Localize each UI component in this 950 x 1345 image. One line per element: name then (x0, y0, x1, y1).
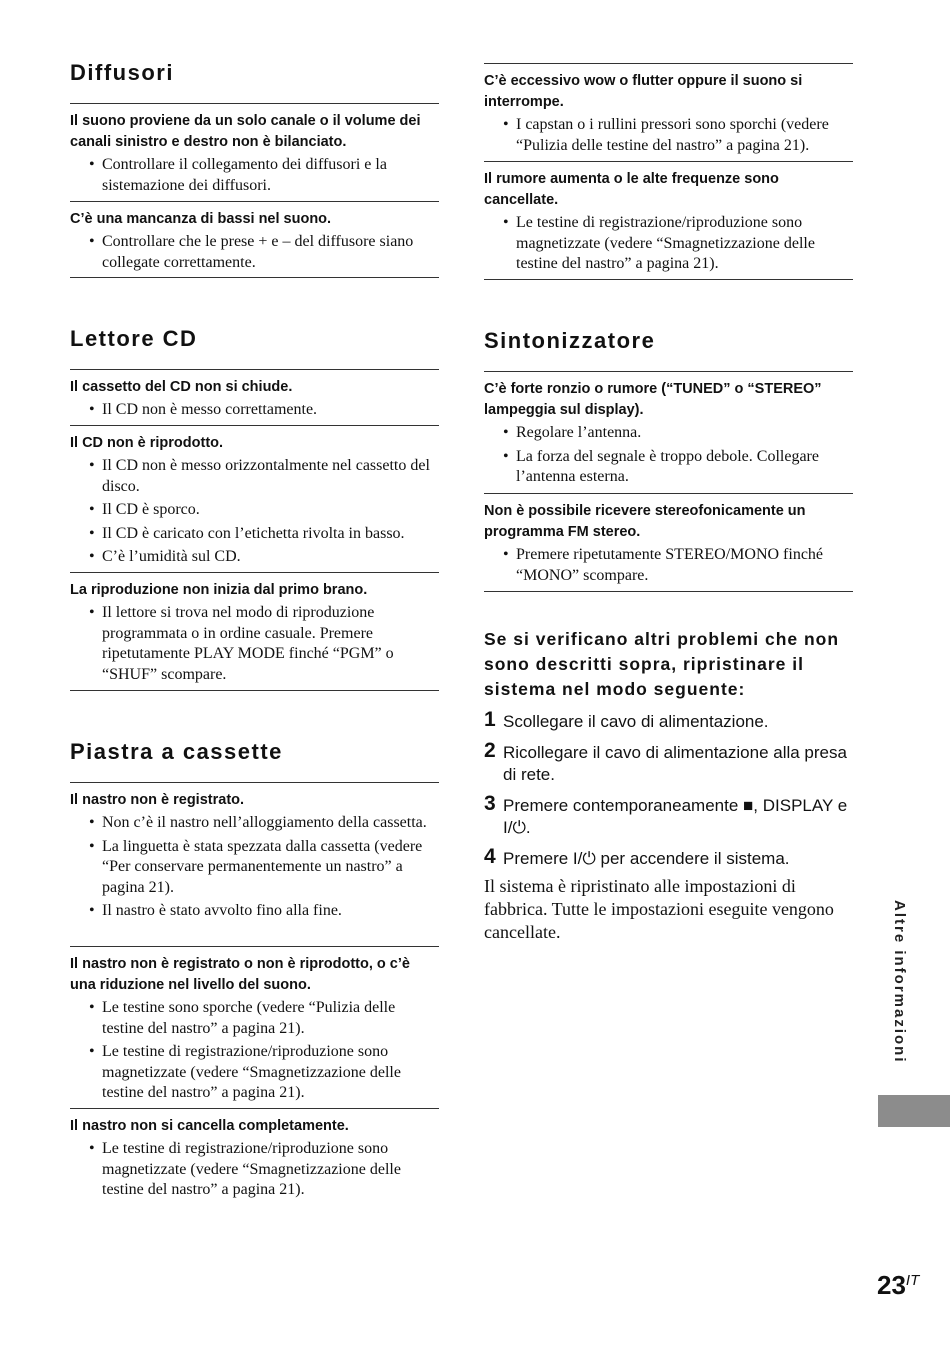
faq-block (70, 201, 439, 278)
faq-question: Il CD non è riprodotto. (70, 435, 224, 451)
faq-block (484, 63, 853, 162)
reset-closing: Il sistema è ripristinato alle impostazioni di fabbrica. Tutte le impostazioni eseguite vengono cancellate. (484, 876, 834, 942)
faq-bullet: • Non c’è il nastro nell’alloggiamento della cassetta. (89, 814, 427, 831)
faq-block (484, 371, 853, 494)
page-suffix: IT (905, 1272, 920, 1289)
faq-block (70, 572, 439, 691)
reset-heading: Se si verificano altri problemi che non sono descritti sopra, ripristinare il sistema nel modo seguente: (484, 629, 840, 699)
faq-bullet: • Regolare l’antenna. (503, 424, 642, 441)
faq-bullet: • Il nastro è stato avvolto fino alla fine. (89, 902, 342, 919)
faq-bullet: • Le testine di registrazione/riproduzione sono magnetizzate (vedere “Smagnetizzazione delle testine del nastro” a pagina 21). (89, 1140, 401, 1198)
faq-block (70, 103, 439, 202)
faq-question: Il suono proviene da un solo canale o il volume dei canali sinistro e destro non è bilanciato. (70, 113, 421, 150)
page-number: $23^{IT}$ (877, 1270, 920, 1300)
faq-bullet: • Il CD non è messo orizzontalmente nel cassetto del disco. (89, 457, 430, 495)
faq-question: C’è forte ronzio o rumore (“TUNED” o “STEREO” lampeggia sul display). (484, 381, 822, 418)
faq-bullet: • Premere ripetutamente STEREO/MONO finché “MONO” scompare. (503, 546, 824, 584)
faq-bullet: • La forza del segnale è troppo debole. Collegare l’antenna esterna. (503, 447, 819, 485)
faq-question: C’è eccessivo wow o flutter oppure il suono si interrompe. (484, 73, 803, 110)
section-title-lettore-cd: Lettore CD (70, 326, 198, 351)
faq-bullet: • Il CD è caricato con l’etichetta rivolta in basso. (89, 524, 405, 542)
faq-question: Il nastro non si cancella completamente. (70, 1118, 349, 1134)
reset-step: 2 Ricollegare il cavo di alimentazione alla presa di rete. (484, 739, 847, 784)
reset-step: 4 Premere I/⏻ per accendere il sistema. (484, 845, 790, 868)
faq-question: La riproduzione non inizia dal primo brano. (70, 582, 368, 598)
faq-bullet: • La linguetta è stata spezzata dalla cassetta (vedere “Per conservare permanentemente un nastro” a pagina 21). (89, 837, 423, 896)
faq-block (70, 1108, 439, 1208)
reset-steps (484, 708, 853, 944)
faq-question: Il rumore aumenta o le alte frequenze sono cancellate. (484, 171, 779, 208)
faq-block (484, 161, 853, 280)
faq-question: Il cassetto del CD non si chiude. (70, 379, 293, 395)
faq-block (70, 369, 439, 426)
faq-question: Il nastro non è registrato o non è riprodotto, o c’è una riduzione nel livello del suono. (70, 956, 410, 993)
faq-bullet: • Il CD non è messo correttamente. (89, 401, 318, 418)
faq-block (70, 946, 439, 1109)
faq-bullet: • Il lettore si trova nel modo di riproduzione programmata o in ordine casuale. Premere ripetutamente PLAY MODE finché “PGM” o “SHUF” scompare. (89, 604, 394, 683)
section-title-piastra: Piastra a cassette (70, 739, 283, 764)
faq-bullet: • Il CD è sporco. (89, 501, 200, 518)
faq-bullet: • I capstan o i rullini pressori sono sporchi (vedere “Pulizia delle testine del nastro” a pagina 21). (503, 116, 829, 154)
section-title-diffusori: Diffusori (70, 60, 174, 85)
faq-question: Non è possibile ricevere stereofonicamente un programma FM stereo. (484, 503, 806, 540)
side-section-label: Altre informazioni (891, 900, 908, 1064)
faq-block (70, 425, 439, 573)
faq-question: Il nastro non è registrato. (70, 792, 245, 808)
faq-block (70, 782, 439, 947)
faq-bullet: • Controllare che le prese + e – del diffusore siano collegate correttamente. (89, 233, 414, 271)
faq-block (484, 493, 853, 592)
section-title-sintonizzatore: Sintonizzatore (484, 328, 656, 353)
faq-bullet: • Le testine di registrazione/riproduzione sono magnetizzate (vedere “Smagnetizzazione delle testine del nastro” a pagina 21). (503, 214, 815, 272)
faq-bullet: • Le testine sono sporche (vedere “Pulizia delle testine del nastro” a pagina 21). (89, 999, 396, 1037)
side-tab-marker (878, 1095, 950, 1127)
reset-step: 3 Premere contemporaneamente ■, DISPLAY e I/⏻. (484, 792, 848, 837)
faq-bullet: • Le testine di registrazione/riproduzione sono magnetizzate (vedere “Smagnetizzazione delle testine del nastro” a pagina 21). (89, 1043, 401, 1101)
faq-question: C’è una mancanza di bassi nel suono. (70, 211, 332, 227)
reset-step: 1 Scollegare il cavo di alimentazione. (484, 708, 769, 731)
faq-bullet: • Controllare il collegamento dei diffusori e la sistemazione dei diffusori. (89, 156, 387, 194)
faq-bullet: • C’è l’umidità sul CD. (89, 548, 241, 565)
